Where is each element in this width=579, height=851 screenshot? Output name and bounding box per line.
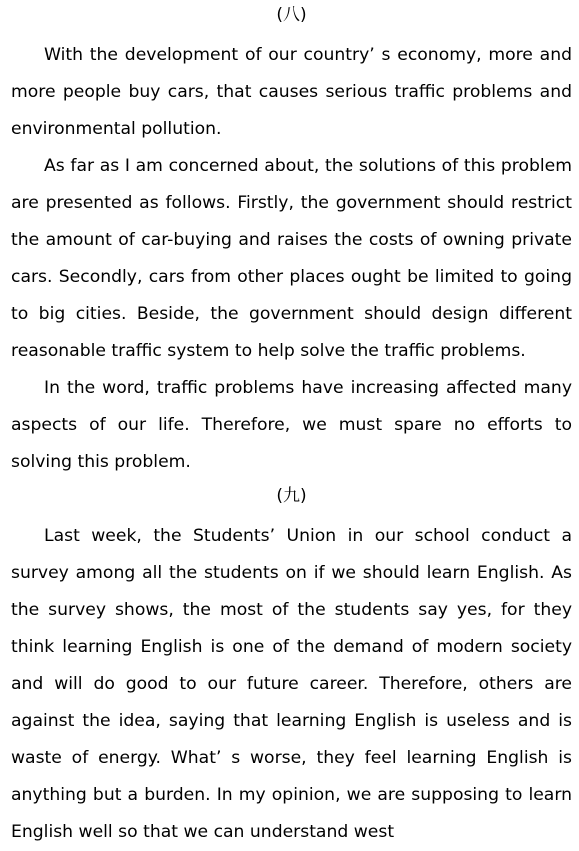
document-page	[11, 0, 572, 851]
section-9	[11, 481, 572, 851]
section-heading: (八)	[276, 5, 307, 25]
paragraph: In the word, traffic problems have increasing affected many aspects of our life. Therefore, we must spare no efforts to solving this problem.	[11, 378, 572, 472]
paragraph: As far as I am concerned about, the solutions of this problem are presented as follows. Firstly, the government should restrict the amount of car-buying and raises the costs of owning private cars. Secondly, cars from other places ought be limited to going to big cities. Beside, the government should design different reasonable traffic system to help solve the traffic problems.	[11, 156, 572, 361]
section-heading: (九)	[276, 486, 307, 506]
paragraph: Last week, the Students’ Union in our school conduct a survey among all the students on if we should learn English. As the survey shows, the most of the students say yes, for they think learning English is one of the demand of modern society and will do good to our future career. Therefore, others are against the idea, saying that learning English is useless and is waste of energy. What’ s worse, they feel learning English is anything but a burden. In my opinion, we are supposing to learn English well so that we can understand west	[11, 526, 572, 842]
section-8	[11, 0, 572, 481]
paragraph: With the development of our country’ s economy, more and more people buy cars, that causes serious traffic problems and environmental pollution.	[11, 45, 572, 139]
